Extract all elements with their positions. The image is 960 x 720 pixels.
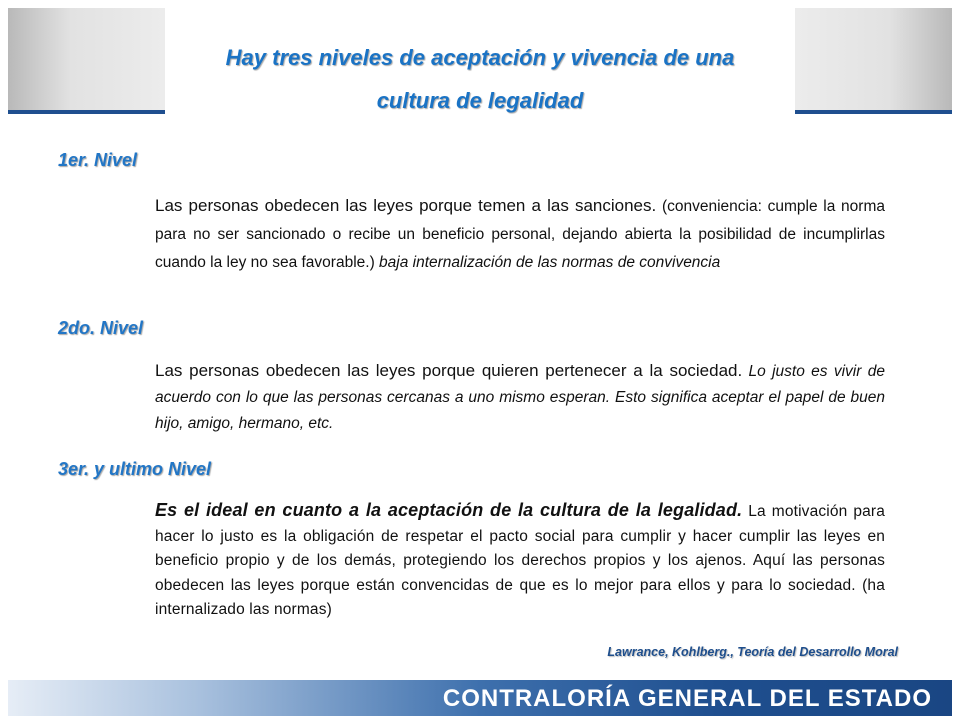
level-3-tail: (ha internalizado las normas) [155,576,885,618]
level-1-lead: Las personas obedecen las leyes porque temen a las sanciones. [155,196,657,215]
slide-title-line-2: cultura de legalidad [376,88,584,113]
level-1-tail: baja internalización de las normas de convivencia [379,254,721,271]
level-3-heading: 3er. y ultimo Nivel [58,459,212,479]
slide-title [170,36,790,122]
header-decoration-right [795,8,952,114]
level-3-lead: Es el ideal en cuanto a la aceptación de la cultura de la legalidad. [155,500,743,520]
level-2-lead: Las personas obedecen las leyes porque quieren pertenecer a la sociedad. [155,361,743,380]
header-decoration-left [8,8,165,114]
level-3-text [155,498,885,623]
reference-citation: Lawrance, Kohlberg., Teoría del Desarrollo Moral [607,645,898,659]
level-2-body: Lo justo es vivir de acuerdo con lo que las personas cercanas a uno mismo esperan. Esto significa aceptar el papel de buen hijo, amigo, hermano, etc. [155,363,885,432]
slide-title-line-1: Hay tres niveles de aceptación y vivencia de una [225,45,735,70]
level-1-body: (conveniencia: cumple la norma para no ser sancionado o recibe un beneficio personal, dejando abierta la posibilidad de incumplirlas cuando la ley no sea favorable.) [155,198,885,271]
level-1-heading: 1er. Nivel [58,150,138,170]
footer-banner [8,680,952,716]
level-2-text [155,358,885,437]
level-1-text [155,192,885,277]
level-2-heading: 2do. Nivel [58,318,144,338]
level-3-body: La motivación para hacer lo justo es la obligación de respetar el pacto social para cumplir y hacer cumplir las leyes en beneficio propio y de los demás, protegiendo los derechos propios y los ajenos. Aquí las personas obedecen las leyes porque están convencidas de que es lo mejor para ellos y para lo sociedad. [155,503,885,594]
footer-organization-name: CONTRALORÍA GENERAL DEL ESTADO [442,685,932,712]
